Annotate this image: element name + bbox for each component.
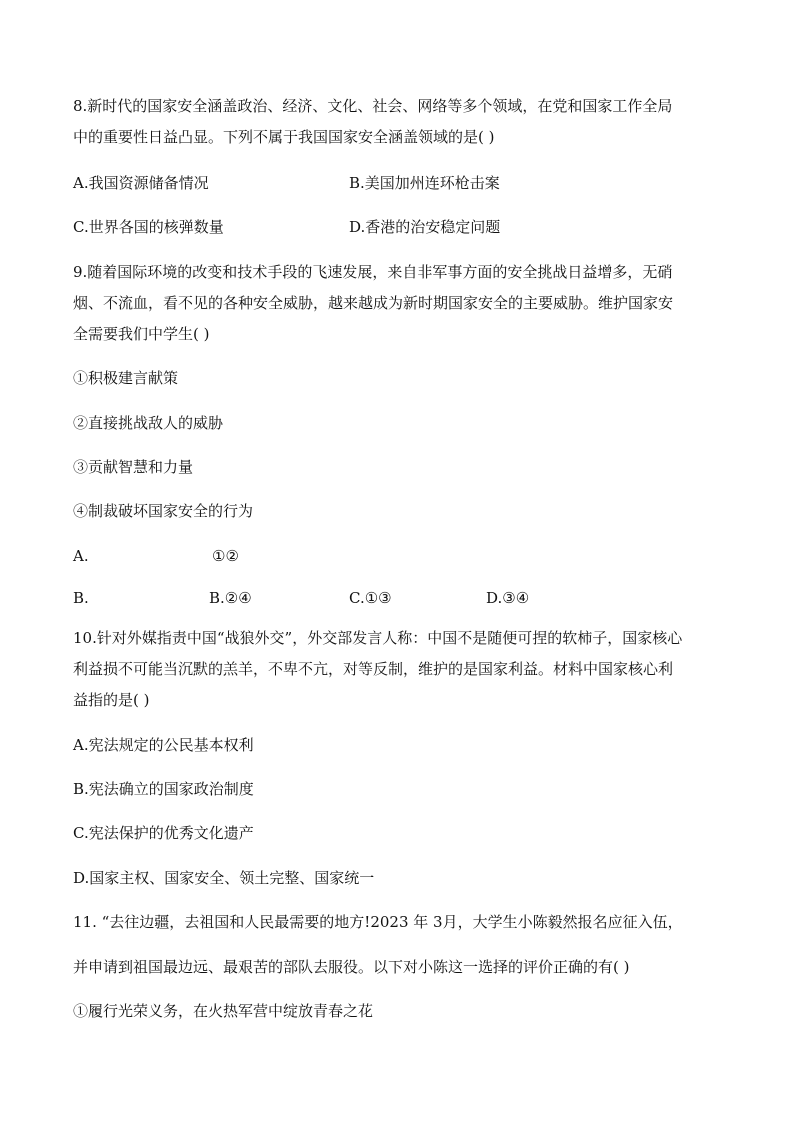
q9-option-d: D.③④ — [486, 589, 530, 607]
q10-stem-line-2: 利益损不可能当沉默的羔羊，不卑不亢，对等反制，维护的是国家利益。材料中国家核心利 — [73, 660, 674, 678]
q8-stem-line-2: 中的重要性日益凸显。下列不属于我国国家安全涵盖领域的是( ) — [73, 128, 495, 146]
q10-stem-line-3: 益指的是( ) — [73, 691, 150, 709]
q9-item-2: ②直接挑战敌人的威胁 — [73, 414, 224, 432]
q11-stem-line-2: 并申请到祖国最边远、最艰苦的部队去服役。以下对小陈这一选择的评价正确的有( ) — [73, 958, 630, 976]
q9-option-a-label: A. — [73, 547, 89, 565]
q9-item-3: ③贡献智慧和力量 — [73, 458, 194, 476]
q9-option-a-value: ①② — [212, 547, 239, 565]
q9-stem-line-3: 全需要我们中学生( ) — [73, 325, 210, 343]
q10-stem-line-1: 10.针对外媒指责中国“战狼外交”，外交部发言人称：中国不是随便可捏的软柿子，国家核心 — [73, 629, 683, 647]
q8-option-b: B.美国加州连环枪击案 — [349, 174, 500, 192]
q8-option-a: A.我国资源储备情况 — [73, 174, 209, 192]
q10-option-c: C.宪法保护的优秀文化遗产 — [73, 824, 254, 842]
q10-option-b: B.宪法确立的国家政治制度 — [73, 780, 254, 798]
q11-item-1: ①履行光荣义务，在火热军营中绽放青春之花 — [73, 1002, 374, 1020]
q9-item-4: ④制裁破坏国家安全的行为 — [73, 502, 254, 520]
q9-stem-line-1: 9.随着国际环境的改变和技术手段的飞速发展，来自非军事方面的安全挑战日益增多，无硝 — [73, 263, 673, 281]
q8-stem-line-1: 8.新时代的国家安全涵盖政治、经济、文化、社会、网络等多个领域，在党和国家工作全局 — [73, 97, 673, 115]
q10-option-a: A.宪法规定的公民基本权利 — [73, 736, 254, 754]
q8-option-c: C.世界各国的核弹数量 — [73, 218, 224, 236]
q10-option-d: D.国家主权、国家安全、领土完整、国家统一 — [73, 869, 375, 887]
q9-option-c: C.①③ — [349, 589, 392, 607]
q8-option-d: D.香港的治安稳定问题 — [349, 218, 501, 236]
q9-option-b: B.②④ — [209, 589, 252, 607]
q11-stem-line-1: 11. “去往边疆，去祖国和人民最需要的地方!2023 年 3月，大学生小陈毅然报名应征入伍， — [73, 913, 683, 931]
q9-stem-line-2: 烟、不流血，看不见的各种安全威胁，越来越成为新时期国家安全的主要威胁。维护国家安 — [73, 294, 674, 312]
q9-option-b-label: B. — [73, 589, 89, 607]
q9-item-1: ①积极建言献策 — [73, 369, 179, 387]
